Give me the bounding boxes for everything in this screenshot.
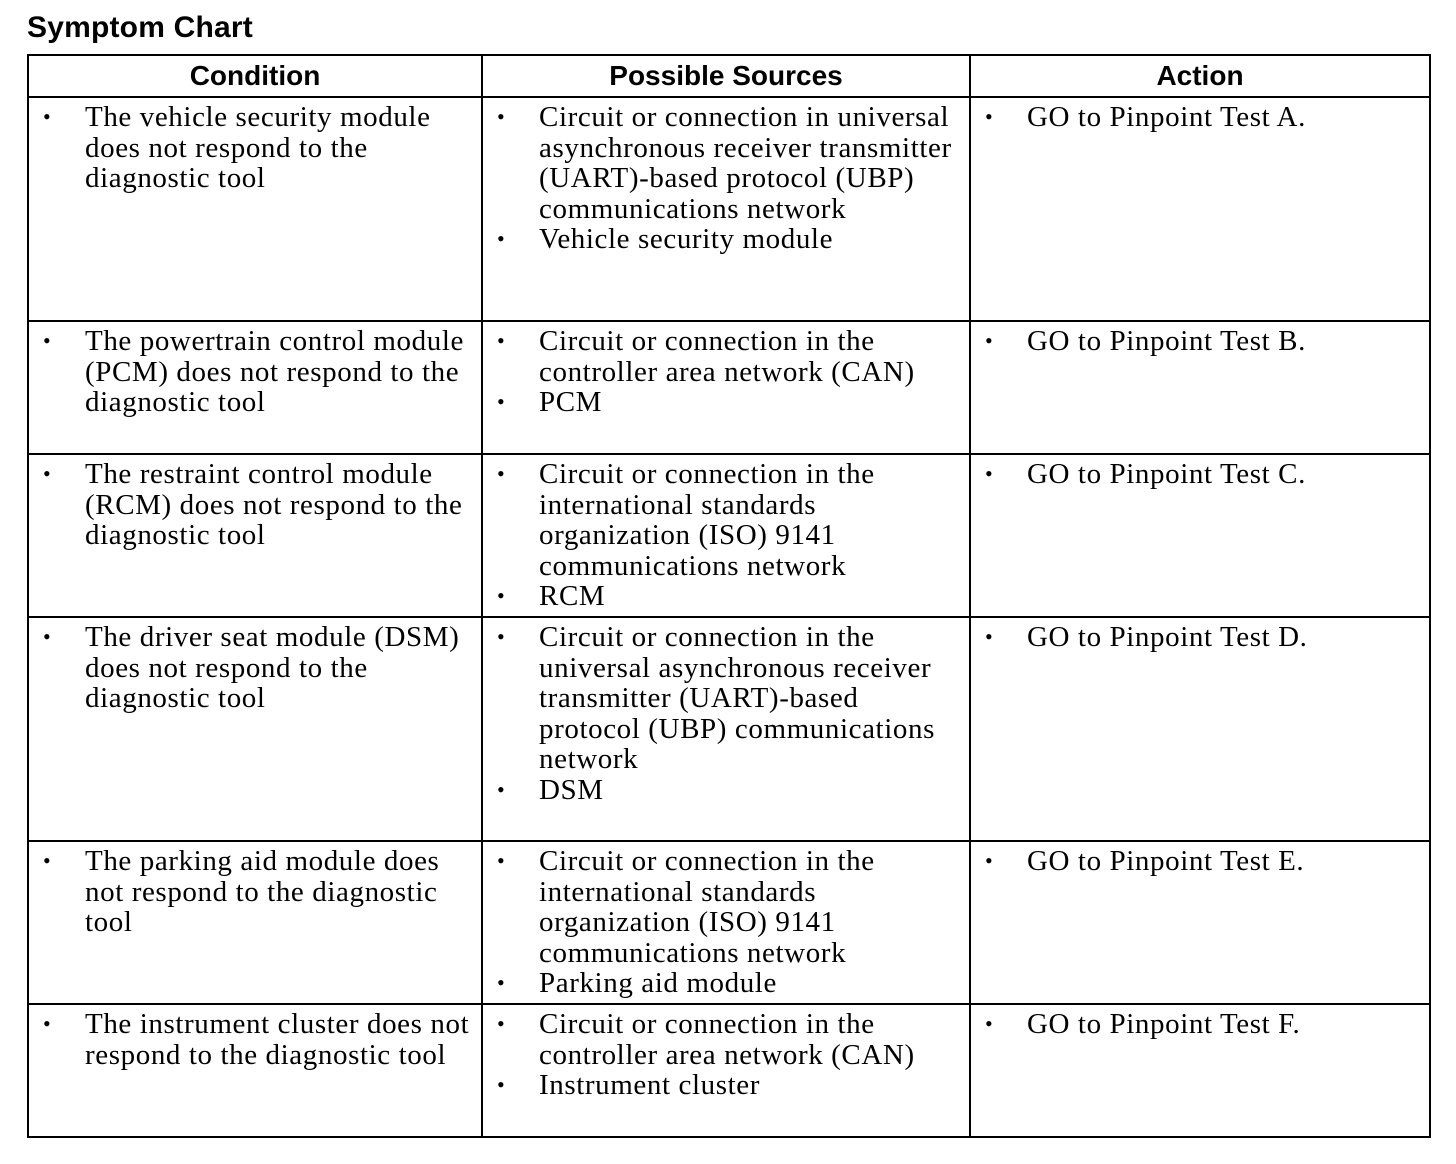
bullet-icon: • (43, 104, 52, 129)
column-header-condition: Condition (28, 55, 482, 97)
action-cell (970, 617, 1430, 841)
source-text: Circuit or connection in the controller area network (CAN) (539, 325, 915, 388)
action-item (971, 846, 1419, 877)
bullet-icon: • (497, 970, 506, 995)
page-title: Symptom Chart (27, 11, 253, 44)
table-row (28, 321, 1430, 454)
condition-item (29, 622, 471, 714)
action-cell (970, 841, 1430, 1004)
sources-cell (482, 97, 970, 321)
action-item (971, 459, 1419, 490)
condition-item (29, 459, 471, 551)
action-item (971, 622, 1419, 653)
condition-item (29, 102, 471, 194)
source-text: Parking aid module (539, 967, 777, 999)
action-text: GO to Pinpoint Test C. (1027, 458, 1306, 490)
condition-text: The vehicle security module does not respond to the diagnostic tool (85, 101, 431, 194)
bullet-icon: • (497, 1072, 506, 1097)
source-text: Circuit or connection in the international standards organization (ISO) 9141 communications network (539, 845, 875, 969)
bullet-icon: • (497, 583, 506, 608)
condition-item (29, 1009, 471, 1070)
source-item (483, 326, 959, 387)
source-item (483, 968, 959, 999)
source-text: Circuit or connection in the controller area network (CAN) (539, 1008, 915, 1071)
table-row (28, 454, 1430, 617)
action-cell (970, 454, 1430, 617)
table-row (28, 841, 1430, 1004)
action-text: GO to Pinpoint Test B. (1027, 325, 1306, 357)
action-text: GO to Pinpoint Test E. (1027, 845, 1305, 877)
source-text: PCM (539, 386, 603, 418)
source-text: Instrument cluster (539, 1069, 760, 1101)
action-item (971, 102, 1419, 133)
symptom-chart-table (27, 54, 1431, 1138)
source-item (483, 846, 959, 968)
sources-cell (482, 454, 970, 617)
sources-cell (482, 321, 970, 454)
source-text: Vehicle security module (539, 223, 834, 255)
bullet-icon: • (985, 624, 994, 649)
source-item (483, 1070, 959, 1101)
action-text: GO to Pinpoint Test A. (1027, 101, 1306, 133)
source-item (483, 459, 959, 581)
action-item (971, 326, 1419, 357)
action-cell (970, 97, 1430, 321)
source-item (483, 387, 959, 418)
condition-cell (28, 97, 482, 321)
condition-cell (28, 1004, 482, 1137)
condition-text: The restraint control module (RCM) does not respond to the diagnostic tool (85, 458, 463, 551)
table-row (28, 97, 1430, 321)
source-item (483, 102, 959, 224)
action-text: GO to Pinpoint Test F. (1027, 1008, 1301, 1040)
bullet-icon: • (43, 1011, 52, 1036)
bullet-icon: • (497, 226, 506, 251)
table-row (28, 617, 1430, 841)
bullet-icon: • (497, 104, 506, 129)
bullet-icon: • (497, 389, 506, 414)
sources-cell (482, 617, 970, 841)
bullet-icon: • (985, 461, 994, 486)
bullet-icon: • (497, 848, 506, 873)
condition-cell (28, 841, 482, 1004)
source-text: Circuit or connection in the universal asynchronous receiver transmitter (UART)-based protocol (UBP) communications network (539, 621, 935, 775)
source-item (483, 1009, 959, 1070)
action-cell (970, 1004, 1430, 1137)
condition-text: The powertrain control module (PCM) does not respond to the diagnostic tool (85, 325, 464, 418)
bullet-icon: • (497, 461, 506, 486)
source-item (483, 581, 959, 612)
sources-cell (482, 1004, 970, 1137)
bullet-icon: • (497, 1011, 506, 1036)
sources-cell (482, 841, 970, 1004)
action-cell (970, 321, 1430, 454)
column-header-possible-sources: Possible Sources (482, 55, 970, 97)
bullet-icon: • (497, 776, 506, 802)
condition-text: The parking aid module does not respond to the diagnostic tool (85, 845, 440, 938)
bullet-icon: • (985, 328, 994, 353)
condition-cell (28, 454, 482, 617)
source-text: DSM (539, 773, 604, 806)
bullet-icon: • (985, 848, 994, 873)
bullet-icon: • (985, 104, 994, 129)
condition-cell (28, 321, 482, 454)
condition-item (29, 846, 471, 938)
condition-text: The instrument cluster does not respond to the diagnostic tool (85, 1008, 470, 1071)
action-text: GO to Pinpoint Test D. (1027, 621, 1308, 653)
source-item (483, 622, 959, 775)
condition-cell (28, 617, 482, 841)
bullet-icon: • (43, 461, 52, 486)
table-header-row (28, 55, 1430, 97)
bullet-icon: • (43, 328, 52, 353)
table-row (28, 1004, 1430, 1137)
source-text: Circuit or connection in the international standards organization (ISO) 9141 communications network (539, 458, 875, 582)
column-header-action: Action (970, 55, 1430, 97)
bullet-icon: • (43, 624, 52, 649)
bullet-icon: • (43, 848, 52, 873)
source-text: Circuit or connection in universal asynchronous receiver transmitter (UART)-based protocol (UBP) communications network (539, 101, 952, 225)
bullet-icon: • (497, 624, 506, 649)
action-item (971, 1009, 1419, 1040)
source-text: RCM (539, 580, 606, 612)
bullet-icon: • (985, 1011, 994, 1036)
condition-item (29, 326, 471, 418)
condition-text: The driver seat module (DSM) does not respond to the diagnostic tool (85, 621, 460, 714)
source-item (483, 224, 959, 255)
source-item (483, 775, 959, 806)
bullet-icon: • (497, 328, 506, 353)
